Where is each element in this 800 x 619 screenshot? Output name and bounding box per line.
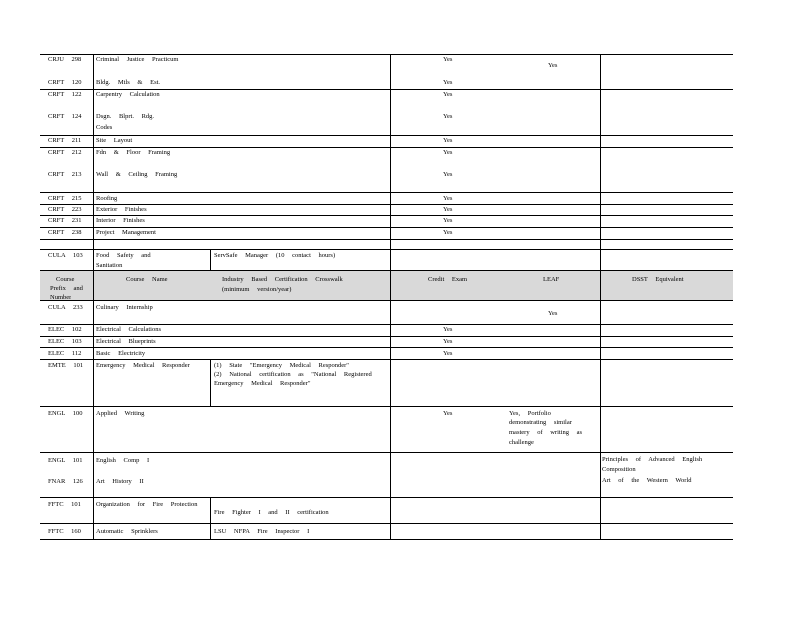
certification-value: Fire Fighter I and II certification [214,509,329,516]
course-name: Site Layout [96,137,133,144]
credit-exam-value: Yes [443,229,453,236]
course-code: FFTC 101 [48,501,81,508]
row-divider [40,359,733,360]
course-name: Project Management [96,229,156,236]
row-divider [40,300,733,301]
certification-value: ServSafe Manager (10 contact hours) [214,252,336,259]
course-code: ENGL 101 [48,457,83,464]
dsst-value: Art of the Western World [602,477,692,484]
course-name: Exterior Finishes [96,206,147,213]
header-dsst: DSST Equivalent [632,276,684,283]
course-code: CRFT 122 [48,91,82,98]
row-divider [40,523,733,524]
credit-exam-value: Yes [443,195,453,202]
credit-exam-value: Yes [443,326,453,333]
row-divider [40,270,733,271]
credit-exam-value: Yes [443,137,453,144]
course-code: CRJU 298 [48,56,82,63]
row-divider [40,406,733,407]
course-name: Electrical Calculations [96,326,162,333]
course-code: ELEC 103 [48,338,82,345]
course-code: CULA 233 [48,304,83,311]
course-code: CRFT 120 [48,79,82,86]
course-code: CRFT 211 [48,137,82,144]
course-name: Roofing [96,195,118,202]
credit-exam-value: Yes [443,91,453,98]
course-name: Bldg. Mtls & Est. [96,79,161,86]
column-divider [210,249,211,270]
credit-exam-value: Yes [443,113,453,120]
credit-exam-value: Yes [443,171,453,178]
column-divider [390,54,391,539]
course-name: Emergency Medical Responder [96,362,190,369]
credit-exam-value: Yes [443,217,453,224]
course-code: CRFT 213 [48,171,82,178]
row-divider [40,497,733,498]
credit-exam-value: Yes [443,206,453,213]
course-code: FFTC 160 [48,528,81,535]
credit-exam-value: Yes [443,79,453,86]
credit-exam-value: Yes [443,149,453,156]
header-credit-exam: Credit Exam [428,276,468,283]
course-code: CRFT 124 [48,113,82,120]
course-code: CRFT 231 [48,217,82,224]
course-code: CRFT 238 [48,229,82,236]
course-code: ENGL 100 [48,410,83,417]
leaf-value: Yes, Portfolio [509,410,551,417]
course-name: Applied Writing [96,410,145,417]
course-name: Interior Finishes [96,217,145,224]
row-divider [40,239,733,240]
course-name: Fdn & Floor Framing [96,149,171,156]
credit-exam-value: Yes [443,350,453,357]
header-prefix-line2: Prefix and [50,285,83,292]
column-divider [210,359,211,406]
course-code: CULA 103 [48,252,83,259]
course-name: Food Safety and [96,252,151,259]
row-divider [40,192,733,193]
course-name: Culinary Internship [96,304,153,311]
course-name: Dsgn. Blprt. Rdg. [96,113,155,120]
header-course-name: Course Name [126,276,168,283]
header-cert-crosswalk-line2: (minimum version/year) [222,286,292,293]
credit-exam-value: Yes [443,56,453,63]
certification-value: (1) State "Emergency Medical Responder" [214,362,349,369]
credit-exam-value: Yes [443,410,453,417]
course-code: ELEC 102 [48,326,82,333]
row-divider [40,452,733,453]
course-code: CRFT 212 [48,149,82,156]
dsst-value-line2: Composition [602,466,636,473]
row-divider [40,347,733,348]
column-divider [600,54,601,539]
dsst-value: Principles of Advanced English [602,456,703,463]
course-code: EMTE 101 [48,362,84,369]
course-name: Organization for Fire Protection [96,501,198,508]
course-code: CRFT 223 [48,206,82,213]
leaf-value: Yes [548,62,558,69]
course-name: Criminal Justice Practicum [96,56,179,63]
leaf-value-line2: demonstrating similar [509,419,572,426]
course-name: Automatic Sprinklers [96,528,158,535]
course-name: English Comp I [96,457,150,464]
certification-value-line2: (2) National certification as "National Registered [214,371,372,378]
course-name: Basic Electricity [96,350,146,357]
course-code: FNAR 126 [48,478,83,485]
course-name: Wall & Ceiling Framing [96,171,178,178]
row-divider [40,135,733,136]
course-name: Electrical Blueprints [96,338,156,345]
course-name: Art History II [96,478,144,485]
header-leaf: LEAF [543,276,560,283]
course-code: ELEC 112 [48,350,82,357]
row-divider [40,539,733,540]
certification-value: LSU NFPA Fire Inspector I [214,528,310,535]
column-divider [93,54,94,539]
certification-value-line3: Emergency Medical Responder" [214,380,311,387]
header-cert-crosswalk: Industry Based Certification Crosswalk [222,276,343,283]
leaf-value-line3: mastery of writing as [509,429,583,436]
row-divider [40,249,733,250]
course-name: Carpentry Calculation [96,91,160,98]
header-prefix: Course [56,276,75,283]
credit-exam-value: Yes [443,338,453,345]
column-divider [210,497,211,539]
leaf-value-line4: challenge [509,439,534,446]
course-code: CRFT 215 [48,195,82,202]
course-name-line2: Sanitation [96,262,123,269]
leaf-value: Yes [548,310,558,317]
course-name-line2: Codes [96,124,113,131]
header-prefix-line3: Number [50,294,72,300]
